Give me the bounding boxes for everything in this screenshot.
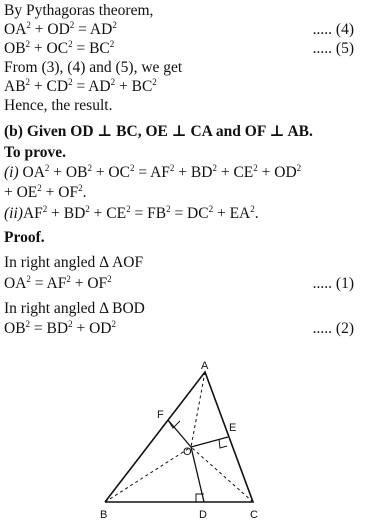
triangle-outline	[105, 372, 253, 502]
label-C: C	[250, 509, 258, 521]
proof-heading: Proof.	[4, 229, 45, 246]
label-F: F	[157, 409, 164, 421]
perpendicular-OE	[191, 437, 228, 447]
text-line: Hence, the result.	[4, 97, 113, 114]
perpendicular-OF	[168, 420, 191, 447]
equation-number: ..... (2)	[312, 320, 354, 337]
to-prove-heading: To prove.	[4, 144, 67, 161]
label-D: D	[199, 509, 207, 521]
equation-line: $AB^2 + CD^2 = AD^2 + BC^2$	[4, 77, 157, 95]
label-O: O	[183, 446, 192, 458]
equation-number: ..... (5)	[312, 40, 354, 57]
label-E: E	[229, 422, 237, 434]
dashed-line-AO	[191, 372, 205, 447]
right-angle-E	[219, 439, 227, 448]
equation-line: $OA^2 = AF^2 + OF^2$	[4, 274, 112, 292]
equation-line: $(ii)AF^2 + BD^2 + CE^2 = FB^2 = DC^2 + EA^2$.	[4, 204, 259, 222]
equation-line: $OB^2 + OC^2 = BC^2$	[4, 39, 115, 57]
equation-number: ..... (1)	[312, 275, 354, 292]
text-line: In right angled Δ AOF	[4, 254, 144, 271]
text-line: By Pythagoras theorem,	[4, 2, 154, 19]
equation-line: (i) $OA^2 + OB^2 + OC^2 = AF^2 + BD^2 + CE^2 + OD^2$	[4, 163, 302, 181]
equation-number: ..... (4)	[312, 21, 354, 38]
text-line: In right angled Δ BOD	[4, 300, 145, 317]
part-b-heading: (b) Given OD ⊥ BC, OE ⊥ CA and OF ⊥ AB.	[4, 123, 313, 140]
equation-line: $OB^2 = BD^2 + OD^2$	[4, 319, 116, 337]
text-line: From (3), (4) and (5), we get	[4, 59, 183, 76]
dashed-line-BO	[105, 447, 191, 502]
equation-line: + $OE^2 + OF^2$.	[4, 183, 87, 201]
label-B: B	[100, 509, 108, 521]
equation-line: $OA^2 + OD^2 = AD^2$	[4, 20, 117, 38]
label-A: A	[201, 360, 209, 372]
